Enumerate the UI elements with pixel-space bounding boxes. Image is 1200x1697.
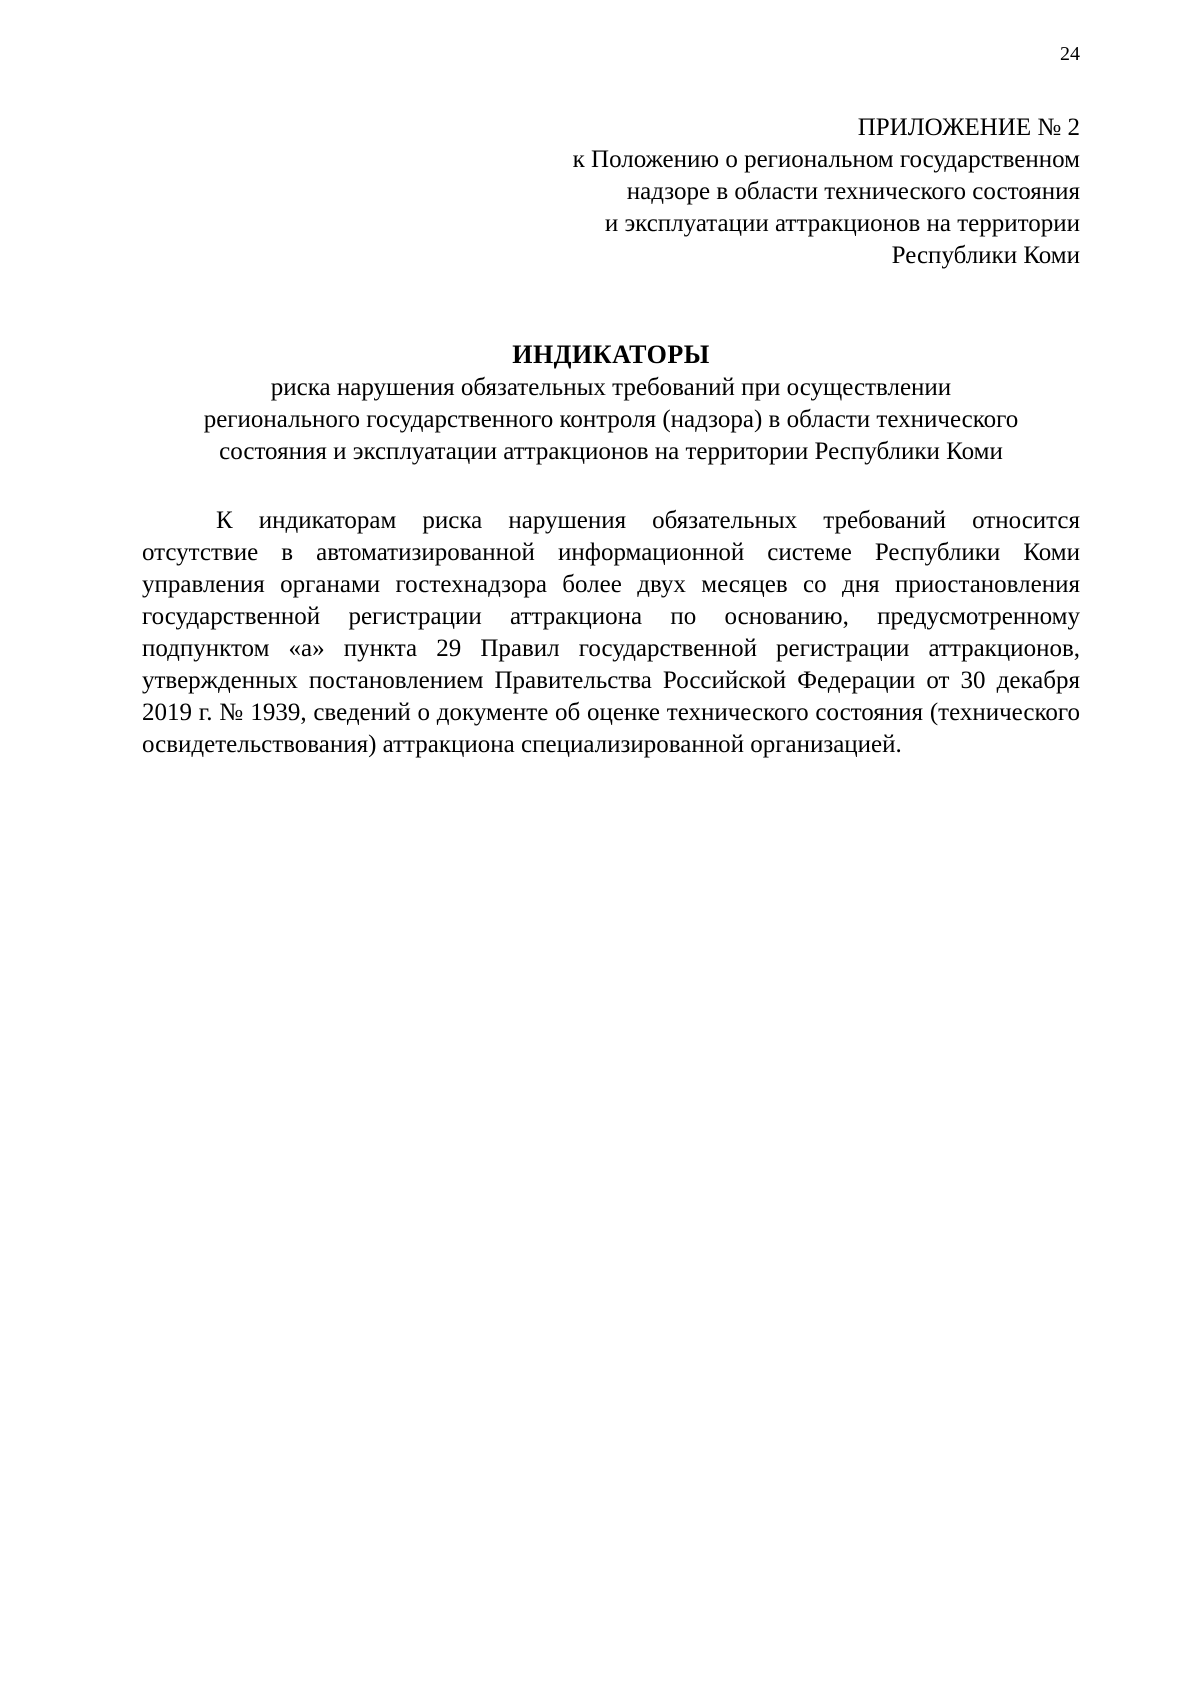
appendix-line: Республики Коми	[891, 242, 1080, 269]
appendix-header	[380, 112, 1080, 272]
appendix-line: к Положению о региональном государственном	[572, 146, 1080, 173]
page-number: 24	[1060, 43, 1080, 65]
subtitle-line: риска нарушения обязательных требований при осуществлении	[270, 374, 952, 401]
appendix-line: и эксплуатации аттракционов на территории	[604, 210, 1080, 237]
document-title: ИНДИКАТОРЫ	[512, 340, 710, 369]
subtitle-line: состояния и эксплуатации аттракционов на территории Республики Коми	[219, 438, 1003, 465]
subtitle-line: регионального государственного контроля (надзора) в области технического	[203, 406, 1019, 433]
body-paragraph: К индикаторам риска нарушения обязательных требований относится отсутствие в автоматизированной информационной системе Республики Коми управления органами гостехнадзора более двух месяцев со дня приостановления государственной регистрации аттракциона по основанию, предусмотренному подпунктом «а» пункта 29 Правил государственной регистрации аттракционов, утвержденных постановлением Правительства Российской Федерации от 30 декабря 2019 г. № 1939, сведений о документе об оценке технического состояния (технического освидетельствования) аттракциона специализированной организацией.	[142, 507, 1080, 758]
appendix-title: ПРИЛОЖЕНИЕ № 2	[857, 114, 1080, 141]
document-subtitle	[142, 372, 1080, 468]
appendix-line: надзоре в области технического состояния	[626, 178, 1080, 205]
document-heading	[142, 338, 1080, 468]
